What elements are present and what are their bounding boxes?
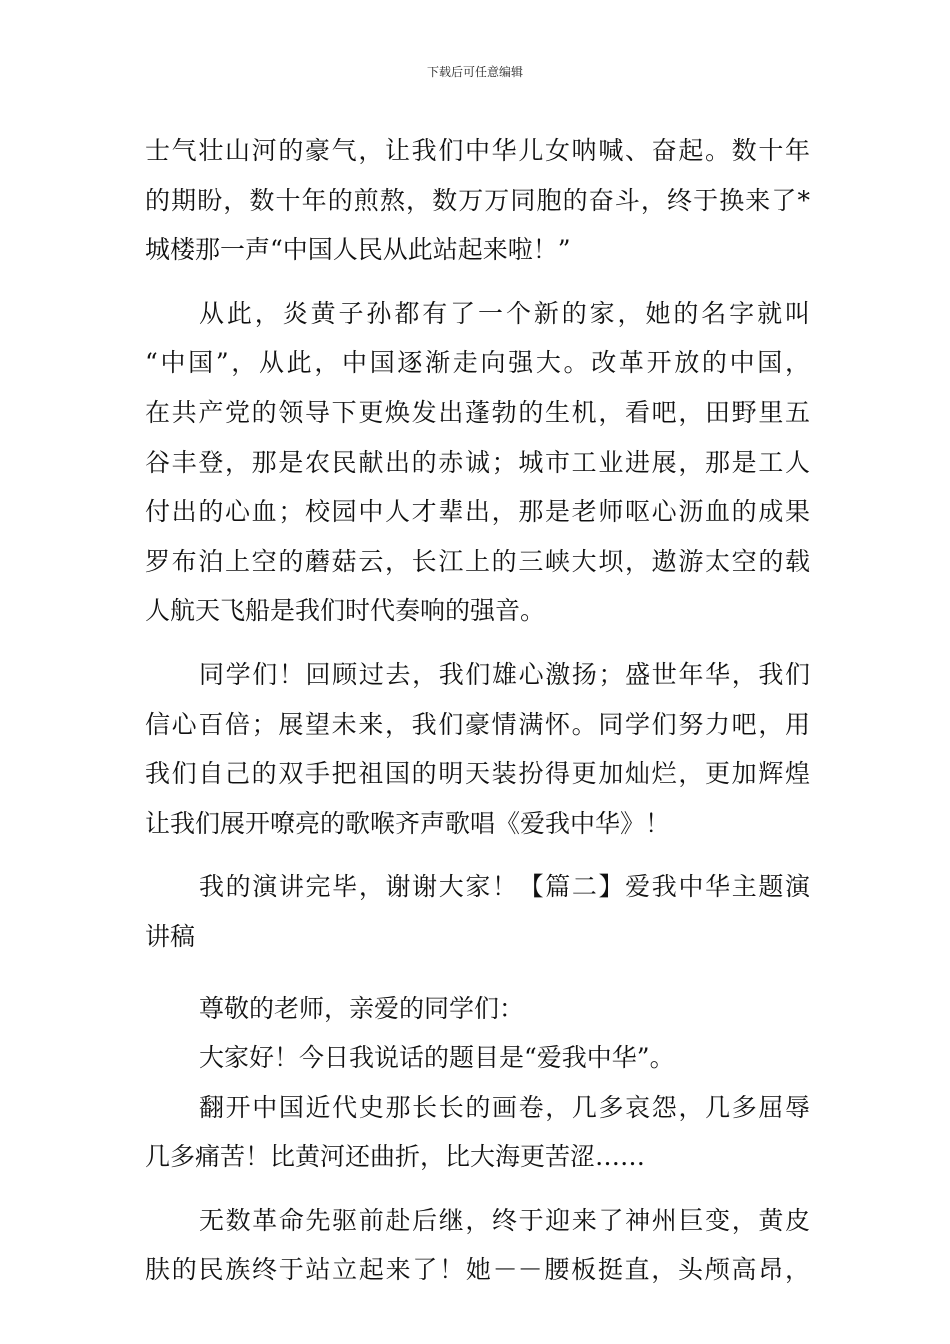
- text-line: 几多痛苦！比黄河还曲折，比大海更苦涩……: [145, 1142, 646, 1172]
- text-line: 从此，炎黄子孙都有了一个新的家，她的名字就叫: [199, 298, 810, 328]
- text-line: 信心百倍；展望未来，我们豪情满怀。同学们努力吧，用: [145, 709, 810, 739]
- text-line: 的期盼，数十年的煎熬，数万万同胞的奋斗，终于换来了*: [145, 185, 810, 215]
- text-line: 让我们展开嘹亮的歌喉齐声歌唱《爱我中华》！: [145, 808, 671, 838]
- text-line: 翻开中国近代史那长长的画卷，几多哀怨，几多屈辱: [199, 1092, 810, 1122]
- text-line: 无数革命先驱前赴后继，终于迎来了神州巨变，黄皮: [199, 1205, 810, 1235]
- text-line: 付出的心血；校园中人才辈出，那是老师呕心沥血的成果: [145, 497, 810, 527]
- text-line: 尊敬的老师，亲爱的同学们：: [199, 993, 525, 1023]
- text-line: 人航天飞船是我们时代奏响的强音。: [145, 596, 546, 626]
- text-line: 在共产党的领导下更焕发出蓬勃的生机，看吧，田野里五: [145, 397, 810, 427]
- text-line: 罗布泊上空的蘑菇云，长江上的三峡大坝，遨游太空的载: [145, 546, 810, 576]
- text-line: 讲稿: [145, 921, 196, 951]
- text-line: 谷丰登，那是农民献出的赤诚；城市工业进展，那是工人: [145, 447, 810, 477]
- text-line: 我的演讲完毕，谢谢大家！【篇二】爱我中华主题演: [199, 872, 810, 902]
- document-body: [145, 126, 810, 1295]
- text-line: 同学们！回顾过去，我们雄心激扬；盛世年华，我们: [199, 659, 810, 689]
- text-line: 我们自己的双手把祖国的明天装扮得更加灿烂，更加辉煌: [145, 759, 810, 789]
- text-line: 士气壮山河的豪气，让我们中华儿女呐喊、奋起。数十年: [145, 136, 810, 165]
- text-line: 肤的民族终于站立起来了！她－－腰板挺直，头颅高昂，: [145, 1255, 810, 1285]
- text-line: 大家好！今日我说话的题目是“爱我中华”。: [199, 1043, 675, 1073]
- text-line: “中国”，从此，中国逐渐走向强大。改革开放的中国，: [145, 348, 810, 378]
- page-header: 下载后可任意编辑: [426, 65, 523, 79]
- text-line: 城楼那一声“中国人民从此站起来啦！”: [145, 235, 571, 265]
